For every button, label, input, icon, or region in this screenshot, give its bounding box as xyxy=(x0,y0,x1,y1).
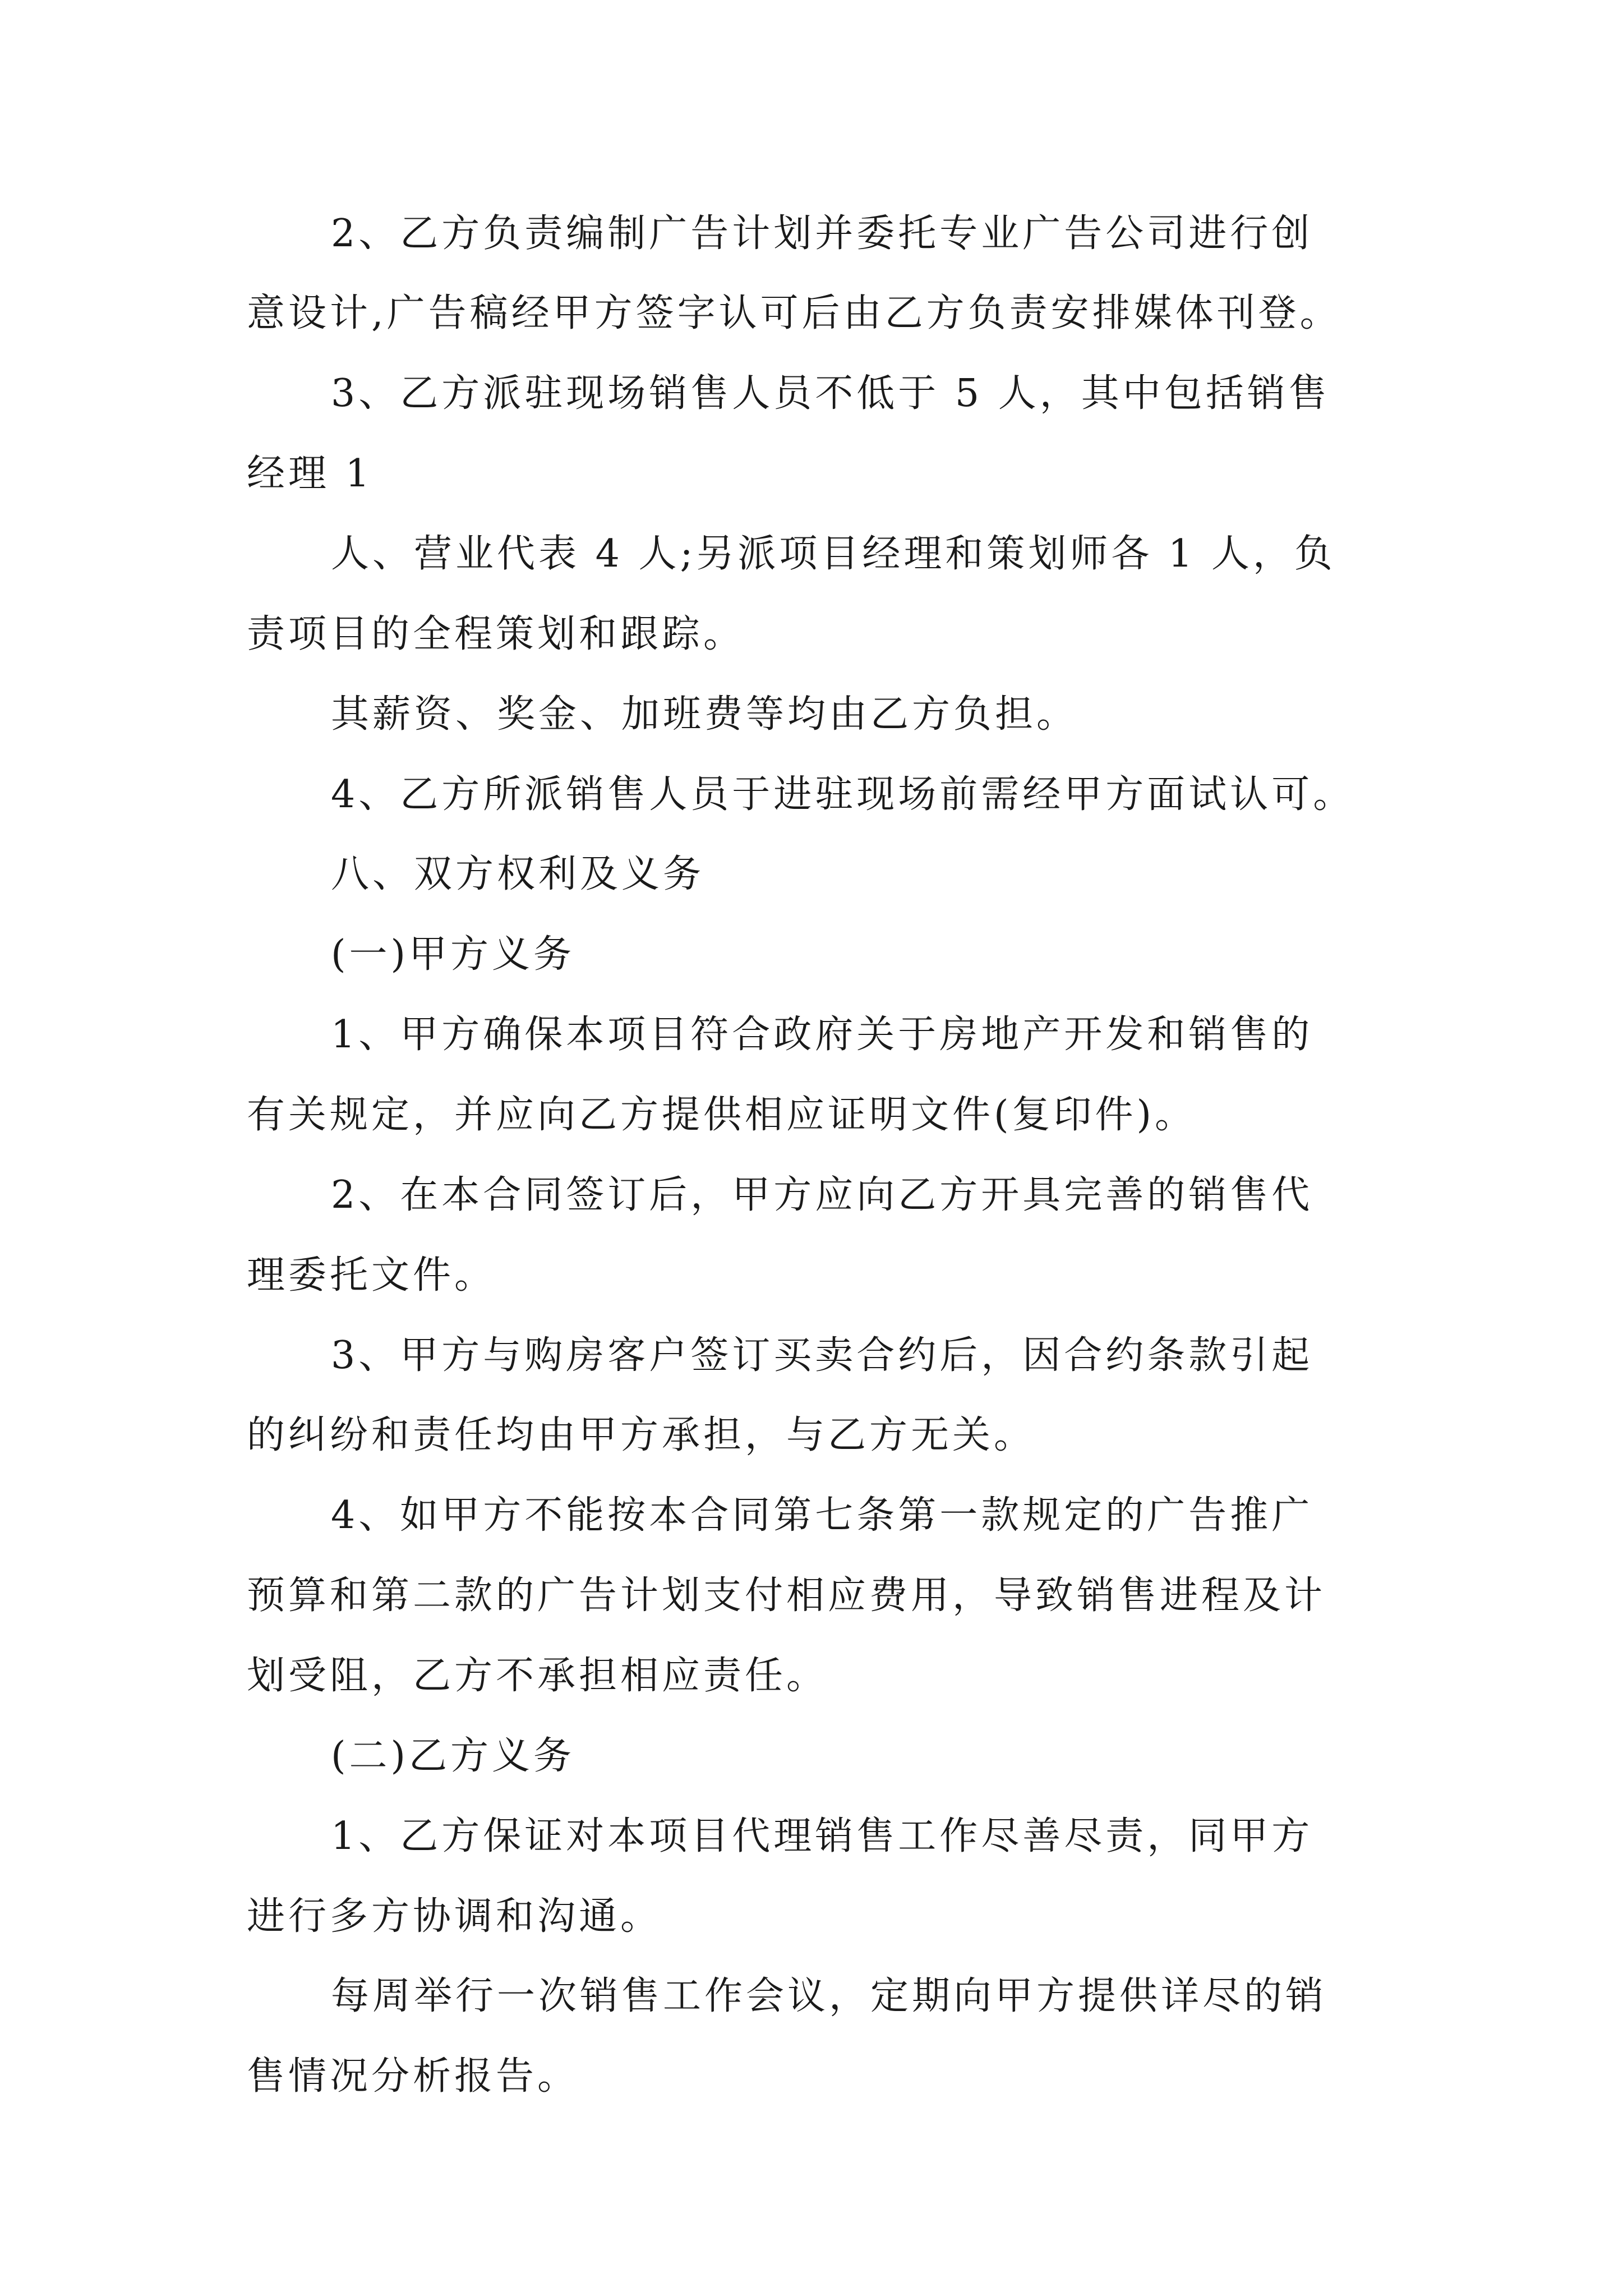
subsection-heading: (一)甲方义务 xyxy=(331,932,575,977)
text-line: 的纠纷和责任均由甲方承担，与乙方无关。 xyxy=(247,1413,1036,1457)
text-line: 2、乙方负责编制广告计划并委托专业广告公司进行创 xyxy=(331,211,1313,256)
text-line: 每周举行一次销售工作会议，定期向甲方提供详尽的销 xyxy=(331,1974,1327,2018)
text-line: 4、乙方所派销售人员于进驻现场前需经甲方面试认可。 xyxy=(331,772,1355,817)
text-line: 4、如甲方不能按本合同第七条第一款规定的广告推广 xyxy=(331,1493,1313,1538)
text-line: 进行多方协调和沟通。 xyxy=(247,1894,662,1939)
text-line: 预算和第二款的广告计划支付相应费用，导致销售进程及计 xyxy=(247,1573,1326,1618)
text-line: 售情况分析报告。 xyxy=(247,2054,579,2099)
text-line: 2、在本合同签订后，甲方应向乙方开具完善的销售代 xyxy=(331,1173,1313,1217)
text-line: 1、乙方保证对本项目代理销售工作尽善尽责，同甲方 xyxy=(331,1814,1313,1858)
text-line: 理委托文件。 xyxy=(247,1253,496,1297)
text-line: 责项目的全程策划和跟踪。 xyxy=(247,612,745,656)
text-line: 3、甲方与购房客户签订买卖合约后，因合约条款引起 xyxy=(331,1333,1313,1378)
text-line: 1、甲方确保本项目符合政府关于房地产开发和销售的 xyxy=(331,1013,1313,1057)
section-heading: 八、双方权利及义务 xyxy=(331,852,705,896)
text-line: 经理 1 xyxy=(247,452,373,496)
subsection-heading: (二)乙方义务 xyxy=(331,1734,575,1778)
text-line: 人、营业代表 4 人;另派项目经理和策划师各 1 人，负 xyxy=(331,532,1336,576)
text-line: 有关规定，并应向乙方提供相应证明文件(复印件)。 xyxy=(247,1093,1197,1137)
text-line: 3、乙方派驻现场销售人员不低于 5 人，其中包括销售 xyxy=(331,371,1330,416)
text-line: 其薪资、奖金、加班费等均由乙方负担。 xyxy=(331,692,1078,737)
text-line: 划受阻，乙方不承担相应责任。 xyxy=(247,1654,828,1698)
text-line: 意设计,广告稿经甲方签字认可后由乙方负责安排媒体刊登。 xyxy=(247,291,1341,335)
